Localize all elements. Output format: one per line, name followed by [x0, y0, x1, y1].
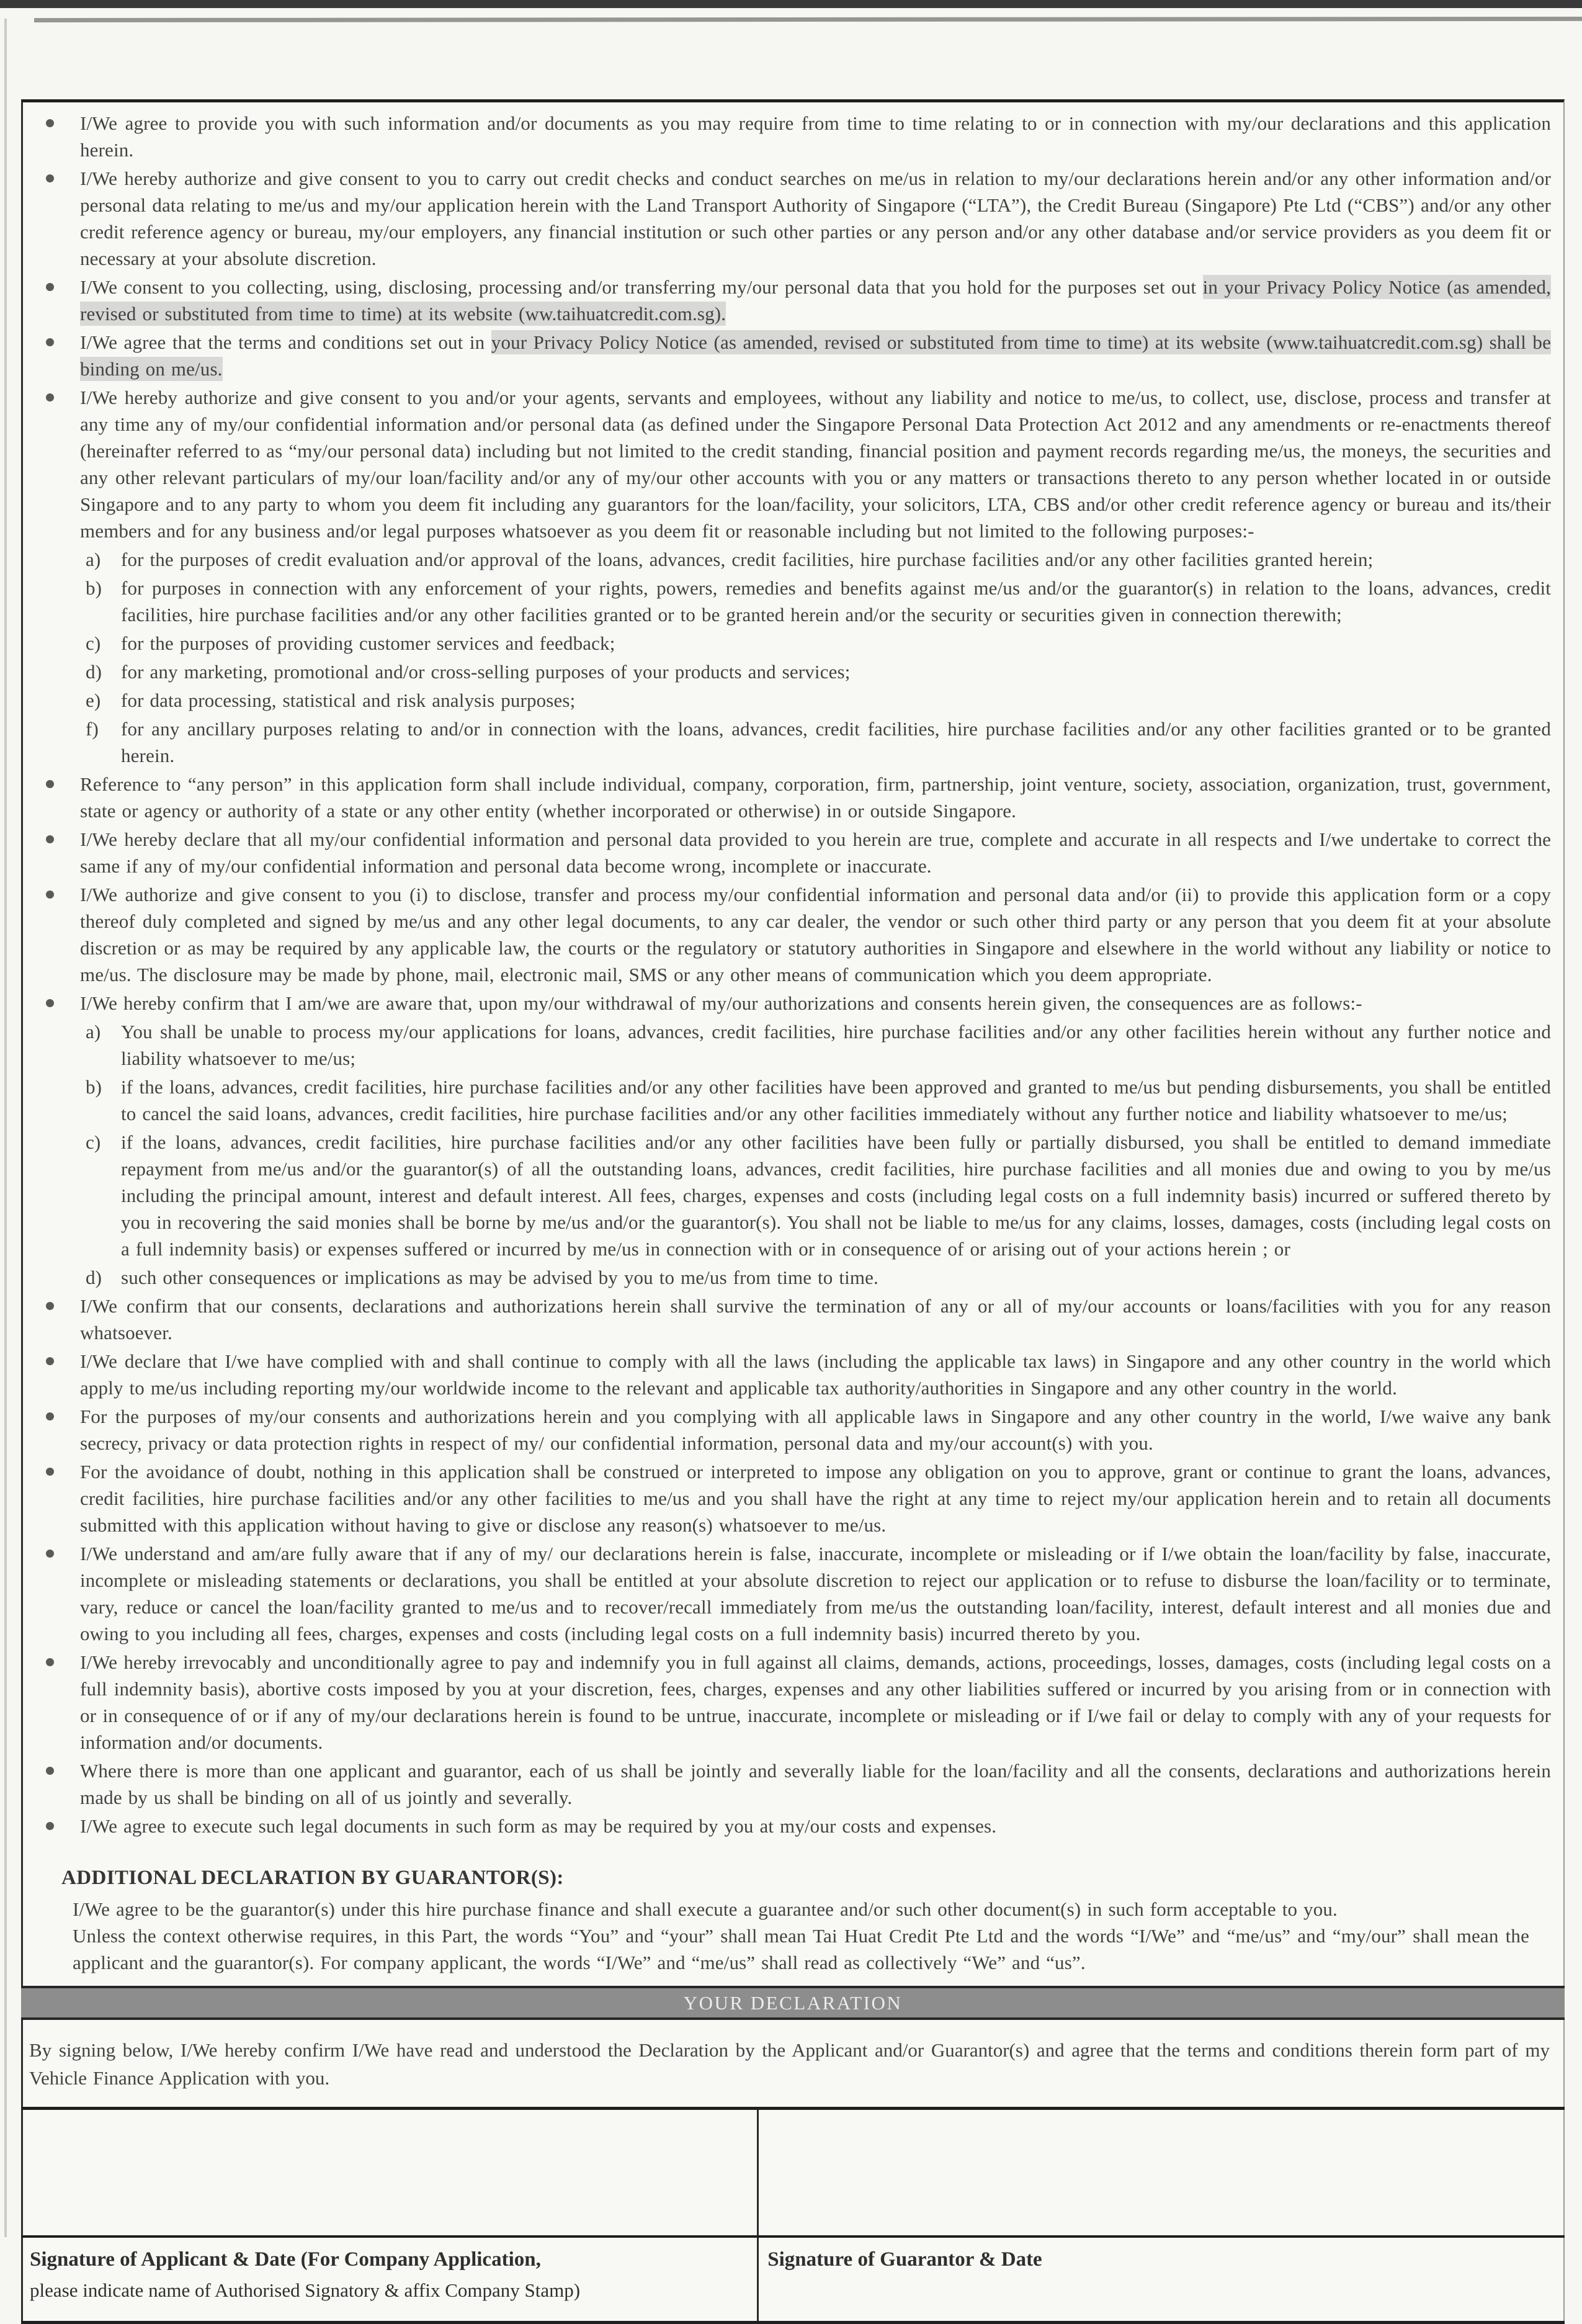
declaration-item: [23, 1403, 1563, 1456]
declaration-text: For the purposes of my/our consents and authorizations herein and you complying with all applicable laws in Singapore and any other country in the world, I/we waive any bank secrecy, privacy or data protection rights in respect of my/ our confidential information, personal data and my/our account(s) with you.: [80, 1406, 1551, 1454]
applicant-signature-area: [21, 2109, 758, 2237]
subitem-label: e): [86, 689, 101, 711]
your-declaration-header-bar: [21, 1986, 1565, 2020]
subitem-text: for purposes in connection with any enforcement of your rights, powers, remedies and benefits against me/us and/or the guarantor(s) in relation to the loans, advances, credit facilities, hire purchase facilities and/or any other facilities granted or to be granted herein and/or the security or securities given in connection therewith;: [121, 577, 1551, 626]
declaration-subitem: [23, 546, 1563, 573]
declaration-text: I/We declare that I/we have complied with and shall continue to comply with all the laws (including the applicable tax laws) in Singapore and any other country in the world which apply to me/us including reporting my/our worldwide income to the relevant and applicable tax authority/authorities in Singapore and any other country in the world.: [80, 1350, 1551, 1399]
bullet-icon: [46, 174, 54, 182]
bullet-icon: [46, 1357, 54, 1365]
subitem-text: for the purposes of providing customer services and feedback;: [121, 632, 615, 654]
declaration-text: I/We hereby authorize and give consent to you to carry out credit checks and conduct searches on me/us in relation to my/our declarations herein and/or any other information and/or personal data relating to me/us and my/our application herein with the Land Transport Authority of Singapore (“LTA”), the Credit Bureau (Singapore) Pte Ltd (“CBS”) and/or any other credit reference agency or bureau, my/our employers, any financial institution or such other parties or any person and/or any other database and/or service providers as you deem fit or necessary at your absolute discretion.: [80, 168, 1551, 269]
subitem-text: if the loans, advances, credit facilities, hire purchase facilities and/or any other facilities have been fully or partially disbursed, you shall be entitled to demand immediate repayment from me/us and/or the guarantor(s) of all the outstanding loans, advances, credit facilities, hire purchase facilities and all monies due and owing to you by me/us including the principal amount, interest and default interest. All fees, charges, expenses and costs (including legal costs on a full indemnity basis) incurred or suffered thereto by you in recovering the said monies shall be borne by me/us and/or the guarantor(s). You shall not be liable to me/us for any claims, losses, damages, costs (including legal costs on a full indemnity basis) or expenses suffered or incurred by me/us in connection with or in consequence of or arising out of your actions herein ; or: [121, 1131, 1551, 1260]
subitem-label: d): [86, 1267, 102, 1288]
declaration-subitem: [23, 658, 1563, 685]
subitem-label: b): [86, 1076, 102, 1098]
bullet-icon: [46, 338, 54, 346]
bullet-icon: [46, 119, 54, 127]
declaration-item: [23, 1649, 1563, 1756]
declaration-text: For the avoidance of doubt, nothing in this application shall be construed or interpreted to impose any obligation on you to approve, grant or continue to grant the loans, advances, credit facilities, hire purchase facilities and/or any other facilities to me/us and you shall have the right at any time to reject my/our application herein and to retain all documents submitted with this application without having to give or disclose any reason(s) whatsoever to me/us.: [80, 1461, 1551, 1536]
declaration-text: I/We confirm that our consents, declarations and authorizations herein shall survive the termination of any or all of my/our accounts or loans/facilities with you for any reason whatsoever.: [80, 1295, 1551, 1344]
subitem-text: for the purposes of credit evaluation and/or approval of the loans, advances, credit facilities, hire purchase facilities and/or any other facilities granted herein;: [121, 549, 1374, 570]
declaration-item: [23, 329, 1563, 382]
declaration-item: [23, 1757, 1563, 1811]
scan-edge-left-artifact: [4, 19, 7, 2237]
declaration-confirmation-text: By signing below, I/We hereby confirm I/We have read and understood the Declaration by the Applicant and/or Guarantor(s) and agree that the terms and conditions therein form part of my Vehicle Finance Application with you.: [29, 2039, 1550, 2089]
declaration-item: [23, 1293, 1563, 1346]
declaration-item: [23, 881, 1563, 988]
bullet-icon: [46, 1412, 54, 1420]
declaration-item: [23, 1813, 1563, 1839]
subitem-label: d): [86, 661, 102, 683]
declaration-text: I/We hereby irrevocably and unconditionally agree to pay and indemnify you in full against all claims, demands, actions, proceedings, losses, damages, costs (including legal costs on a full indemnity basis), abortive costs imposed by you at your discretion, fees, charges, expenses and any other liabilities suffered or incurred by you arising from or in connection with or in consequence of or if any of my/our declarations herein is found to be untrue, inaccurate, incomplete or misleading or if I/we fail or delay to comply with any of your requests for information and/or documents.: [80, 1651, 1551, 1753]
subitem-text: for data processing, statistical and risk analysis purposes;: [121, 689, 576, 711]
signature-table: [21, 2107, 1565, 2324]
subitem-label: a): [86, 549, 101, 570]
additional-declaration-lines: [23, 1896, 1563, 1976]
declaration-subitem: [23, 630, 1563, 657]
declaration-item: [23, 274, 1563, 327]
guarantor-signature-label: [758, 2237, 1565, 2323]
declaration-item: [23, 1458, 1563, 1538]
declaration-subitem: [23, 716, 1563, 769]
guarantor-signature-area: [758, 2109, 1565, 2237]
declaration-subitem: [23, 1264, 1563, 1291]
applicant-label-line1: Signature of Applicant & Date (For Company Application,: [30, 2248, 541, 2271]
bullet-icon: [46, 1767, 54, 1775]
declaration-item: [23, 1540, 1563, 1647]
bullet-icon: [46, 1822, 54, 1830]
declaration-text: I/We hereby declare that all my/our confidential information and personal data provided to you herein are true, complete and accurate in all respects and I/we undertake to correct the same if any of my/our confidential information and personal data become wrong, incomplete or inaccurate.: [80, 828, 1551, 877]
bullet-icon: [46, 780, 54, 788]
subitem-label: b): [86, 577, 102, 599]
declaration-text: I/We understand and am/are fully aware that if any of my/ our declarations herein is false, inaccurate, incomplete or misleading or if I/we obtain the loan/facility by false, inaccurate, incomplete or misleading statements or declarations, you shall be entitled at your absolute discretion to reject our application or to refuse to disburse the loan/facility or to terminate, vary, reduce or cancel the loan/facility granted to me/us and to recover/recall immediately from me/us the outstanding loan/facility, interest, default interest and all monies due and owing to you including all fees, charges, expenses and costs (including legal costs on a full indemnity basis) incurred thereto by you.: [80, 1543, 1551, 1644]
declaration-text: I/We hereby authorize and give consent to you and/or your agents, servants and employees, without any liability and notice to me/us, to collect, use, disclose, process and transfer at any time any of my/our confidential information and/or personal data (as defined under the Singapore Personal Data Protection Act 2012 and any amendments or re-enactments thereof (hereinafter referred to as “my/our personal data) including but not limited to the credit standing, financial position and payment records regarding me/us, the moneys, the securities and any other relevant particulars of my/our loan/facility and/or any of my/our other accounts with you or any matters or transactions thereto to any person whether located in or outside Singapore and to any party to whom you deem fit including any guarantors for the loan/facility, your solicitors, LTA, CBS and/or other credit reference agency or bureau and its/their members and for any business and/or legal purposes whatsoever as you deem fit or reasonable including but not limited to the following purposes:-: [80, 387, 1551, 542]
signature-label-row: [21, 2237, 1565, 2323]
declaration-text: I/We hereby confirm that I am/we are aware that, upon my/our withdrawal of my/our authorizations and consents herein given, the consequences are as follows:-: [80, 992, 1362, 1014]
subitem-text: for any ancillary purposes relating to and/or in connection with the loans, advances, credit facilities, hire purchase facilities and/or any other facilities granted or to be granted herein.: [121, 718, 1551, 766]
declaration-item: [23, 384, 1563, 544]
declaration-item: [23, 990, 1563, 1016]
subitem-label: a): [86, 1021, 101, 1043]
bullet-icon: [46, 393, 54, 402]
signature-space-row: [21, 2109, 1565, 2237]
declaration-text: I/We authorize and give consent to you (i) to disclose, transfer and process my/our confidential information and personal data and/or (ii) to provide this application form or a copy thereof duly completed and signed by me/us and any other legal documents, to any car dealer, the vendor or such other third party or any person that you deem fit at your absolute discretion or as may be required by any applicable law, the courts or the regulatory or statutory authorities in Singapore and elsewhere in the world without any liability or notice to me/us. The disclosure may be made by phone, mail, electronic mail, SMS or any other means of communication which you deem appropriate.: [80, 884, 1551, 985]
declaration-subitem: [23, 1018, 1563, 1072]
declaration-subitem: [23, 575, 1563, 628]
declaration-subitem: [23, 1074, 1563, 1127]
bullet-icon: [46, 1302, 54, 1310]
declaration-text: Where there is more than one applicant and guarantor, each of us shall be jointly and severally liable for the loan/facility and all the consents, declarations and authorizations herein made by us shall be binding on all of us jointly and severally.: [80, 1760, 1551, 1808]
applicant-signature-label: [21, 2237, 758, 2323]
scan-edge-line-artifact: [34, 17, 1582, 22]
additional-declaration-heading: ADDITIONAL DECLARATION BY GUARANTOR(S):: [61, 1867, 564, 1889]
subitem-label: c): [86, 1131, 101, 1153]
declaration-document-box: [21, 99, 1565, 2324]
subitem-label: f): [86, 718, 99, 740]
declaration-item: [23, 1348, 1563, 1401]
subitem-label: c): [86, 632, 101, 654]
declaration-subitem: [23, 1129, 1563, 1262]
subitem-text: such other consequences or implications as may be advised by you to me/us from time to time.: [121, 1267, 878, 1288]
declaration-text: I/We agree that the terms and conditions set out in your Privacy Policy Notice (as amended, revised or substituted from time to time) at its website (www.taihuatcredit.com.sg) shall be binding on me/us.: [80, 331, 1551, 380]
subitem-text: You shall be unable to process my/our applications for loans, advances, credit facilities, hire purchase facilities and/or any other facilities herein without any further notice and liability whatsoever to me/us;: [121, 1021, 1551, 1069]
declaration-text: I/We consent to you collecting, using, disclosing, processing and/or transferring my/our personal data that you hold for the purposes set out in your Privacy Policy Notice (as amended, revised or substituted from time to time) at its website (ww.taihuatcredit.com.sg).: [80, 276, 1551, 325]
applicant-label-line2: please indicate name of Authorised Signatory & affix Company Stamp): [30, 2279, 581, 2301]
declaration-text: I/We agree to execute such legal documents in such form as may be required by you at my/our costs and expenses.: [80, 1815, 997, 1837]
your-declaration-title: YOUR DECLARATION: [683, 1991, 903, 2014]
declaration-text: I/We agree to provide you with such information and/or documents as you may require from time to time relating to or in connection with my/our declarations and this application herein.: [80, 112, 1551, 161]
subitem-text: for any marketing, promotional and/or cross-selling purposes of your products and services;: [121, 661, 851, 683]
bullet-icon: [46, 891, 54, 899]
additional-declaration-line: Unless the context otherwise requires, in this Part, the words “You” and “your” shall mean Tai Huat Credit Pte Ltd and the words “I/We” and “me/us” and “my/our” shall mean the applicant and the guarantor(s). For company applicant, the words “I/We” and “me/us” shall read as collectively “We” and “us”.: [73, 1925, 1529, 1973]
bullet-icon: [46, 1468, 54, 1476]
bullet-icon: [46, 1658, 54, 1666]
declaration-item: [23, 165, 1563, 272]
declaration-item: [23, 110, 1563, 163]
bullet-icon: [46, 835, 54, 843]
bullet-icon: [46, 1550, 54, 1558]
additional-declaration-line: I/We agree to be the guarantor(s) under this hire purchase finance and shall execute a guarantee and/or such other document(s) in such form acceptable to you.: [73, 1898, 1338, 1920]
declaration-text: Reference to “any person” in this application form shall include individual, company, corporation, firm, partnership, joint venture, society, association, organization, trust, government, state or agency or authority of a state or any other entity (whether incorporated or otherwise) in or outside Singapore.: [80, 773, 1551, 822]
scan-edge-top-artifact: [0, 0, 1582, 8]
subitem-text: if the loans, advances, credit facilities, hire purchase facilities and/or any other facilities have been approved and granted to me/us but pending disbursements, you shall be entitled to cancel the said loans, advances, credit facilities, hire purchase facilities and/or any other facilities immediately without any further notice and liability whatsoever to me/us;: [121, 1076, 1551, 1124]
bullet-icon: [46, 283, 54, 291]
declaration-item: [23, 771, 1563, 824]
declaration-item: [23, 826, 1563, 879]
guarantor-label-text: Signature of Guarantor & Date: [767, 2248, 1042, 2271]
bullet-icon: [46, 999, 54, 1007]
declaration-list: [23, 102, 1563, 1839]
declaration-subitem: [23, 687, 1563, 714]
